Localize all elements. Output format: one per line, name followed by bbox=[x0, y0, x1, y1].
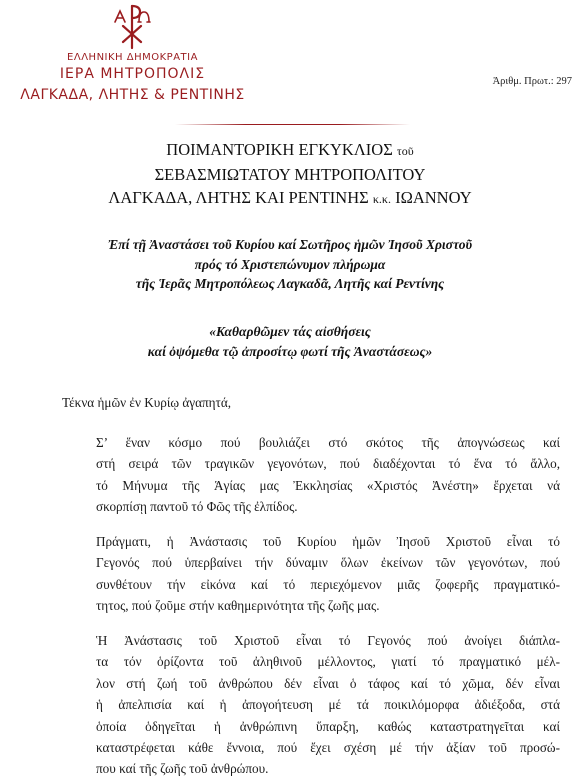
quote-line: καί ὀψόμεθα τῷ ἀπροσίτῳ φωτί τῆς Ἀναστάσεως» bbox=[147, 343, 433, 359]
text-line: συνθέτουν τήν εἰκόνα καί τό περιεχόμενον μιᾶς ζοφερῆς πραγματικό- bbox=[96, 576, 560, 592]
subtitle-line: τῆς Ἱερᾶς Μητροπόλεως Λαγκαδᾶ, Λητῆς καί Ρεντίνης bbox=[135, 276, 445, 291]
text-line: στή σειρά τῶν τραγικῶν γεγονότων, πού διαδέχονται τό ἕνα τό ἄλλο, bbox=[96, 456, 560, 472]
org-line-state: ΕΛΛΗΝΙΚΗ ΔΗΜΟΚΡΑΤΙΑ bbox=[67, 52, 198, 63]
paragraph-1 bbox=[62, 432, 560, 518]
quote-line: «Καθαρθῶμεν τάς αἰσθήσεις bbox=[209, 324, 371, 339]
protocol-number: Ἀριθμ. Πρωτ.: 297 bbox=[492, 76, 572, 87]
document-title bbox=[0, 138, 580, 211]
text-line: που καί τῆς ζωῆς τοῦ ἀνθρώπου. bbox=[96, 761, 269, 777]
greeting: Τέκνα ἡμῶν ἐν Κυρίῳ ἀγαπητά, bbox=[62, 395, 232, 410]
paragraph-2 bbox=[62, 531, 560, 617]
paragraph-3 bbox=[62, 630, 560, 780]
org-line-diocese: ΛΑΓΚΑΔΑ, ΛΗΤΗΣ & ΡΕΝΤΙΝΗΣ bbox=[20, 87, 245, 103]
title-line-3: ΛΑΓΚΑΔΑ, ΛΗΤΗΣ ΚΑΙ ΡΕΝΤΙΝΗΣ κ.κ. ΙΩΑΝΝΟΥ bbox=[108, 188, 472, 207]
org-line-metropolis: ΙΕΡΑ ΜΗΤΡΟΠΟΛΙΣ bbox=[59, 66, 206, 82]
text-line: τα τόν ὁρίζοντα τοῦ ἀληθινοῦ μέλλοντος, γιατί τό πραγματικό μέλ- bbox=[96, 654, 560, 670]
text-line: Ἡ Ἀνάστασις τοῦ Χριστοῦ εἶναι τό Γεγονός πού ἀνοίγει διάπλα- bbox=[96, 633, 560, 648]
text-line: Γεγονός πού ὑπερβαίνει τήν δύναμιν ὅλων ἐκείνων τῶν γεγονότων, πού bbox=[96, 555, 560, 571]
subtitle-line: Ἐπί τῇ Ἀναστάσει τοῦ Κυρίου καί Σωτῆρος ἡμῶν Ἰησοῦ Χριστοῦ bbox=[107, 237, 473, 252]
subtitle-line: πρός τό Χριστεπώνυμον πλήρωμα bbox=[194, 256, 386, 272]
letterhead bbox=[0, 0, 580, 130]
text-line: ὁποία ὁδηγεῖται ἡ ἀνθρώπινη ὕπαρξη, καθώς καταστρατηγεῖται καί bbox=[96, 718, 560, 734]
text-line: ἡ ἀπελπισία καί ἡ ἀπογοήτευση μέ τά ποικιλόμορφα ἀδιέξοδα, στά bbox=[96, 697, 560, 713]
text-line: καταστρέφεται κάθε ἔννοια, πού ἔχει σχέση μέ τήν ἀξίαν τοῦ προσώ- bbox=[96, 740, 560, 756]
title-line-1: ΠΟΙΜΑΝΤΟΡΙΚΗ ΕΓΚΥΚΛΙΟΣ τοῦ bbox=[166, 140, 414, 159]
text-line: τό Μήνυμα τῆς Ἁγίας μας Ἐκκλησίας «Χριστός Ἀνέστη» ἔρχεται νά bbox=[96, 477, 560, 493]
epigraph-quote bbox=[0, 322, 580, 361]
text-line: λον στή ζωή τοῦ ἀνθρώπου δέν εἶναι ὁ τάφος καί τό χῶμα, δέν εἶναι bbox=[96, 675, 560, 691]
text-line: τητος, πού ζοῦμε στήν καθημερινότητα τῆς ζωῆς μας. bbox=[96, 598, 380, 614]
title-line-2: ΣΕΒΑΣΜΙΩΤΑΤΟΥ ΜΗΤΡΟΠΟΛΙΤΟΥ bbox=[154, 165, 426, 184]
text-line: σκορπίσῃ παντοῦ τό Φῶς τῆς ἐλπίδος. bbox=[96, 499, 298, 515]
document-subtitle bbox=[0, 235, 580, 294]
chi-rho-emblem-icon bbox=[112, 2, 152, 50]
text-line: Πράγματι, ἡ Ἀνάστασις τοῦ Κυρίου ἡμῶν Ἰησοῦ Χριστοῦ εἶναι τό bbox=[96, 534, 560, 549]
text-line: Σ’ ἕναν κόσμο πού βουλιάζει στό σκότος τῆς ἀπογνώσεως καί bbox=[96, 435, 560, 450]
header-divider bbox=[175, 124, 410, 125]
